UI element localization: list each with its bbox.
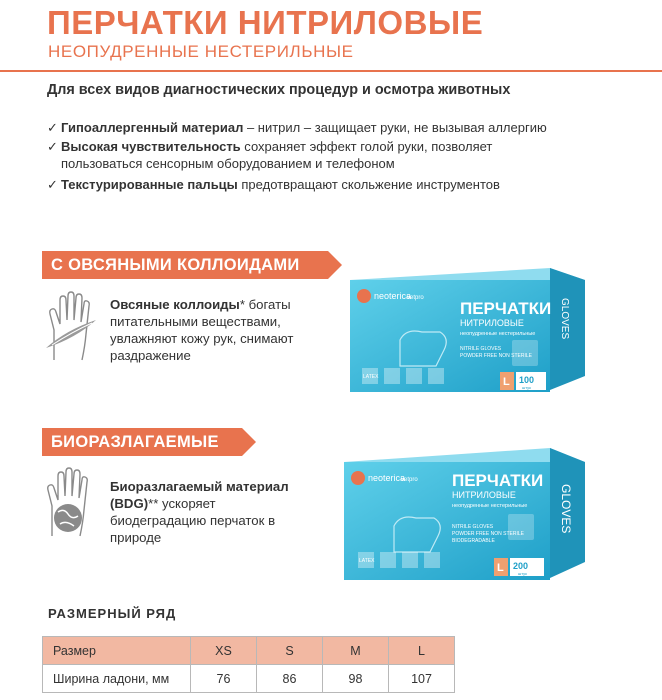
feature-bold: Гипоаллергенный материал (61, 120, 244, 135)
box-subtitle: НИТРИЛОВЫЕ (460, 318, 524, 328)
glove-globe-icon (40, 466, 102, 542)
table-cell: M (323, 637, 389, 665)
feature-text: – нитрил – защищает руки, не вызывая аллергию (243, 120, 547, 135)
feature-item (47, 120, 607, 137)
feature-text: сохраняет эффект голой руки, позволяет (240, 139, 493, 154)
table-cell: 86 (257, 665, 323, 693)
feature-text-continued: пользоваться сенсорным оборудованием и телефоном (61, 155, 395, 171)
bio-rest: ** ускоряет биодеградацию перчаток в природе (110, 496, 276, 545)
brand-sub-label: vetpro (401, 477, 418, 483)
brand-label: neoterica (374, 291, 412, 301)
oat-description (110, 296, 330, 364)
box-title: ПЕРЧАТКИ (452, 471, 544, 490)
checkmark-icon: ✓ (47, 139, 58, 154)
table-cell: Ширина ладони, мм (43, 665, 191, 693)
side-label: GLOVES (559, 484, 573, 534)
table-cell: L (389, 637, 455, 665)
count-unit: штук (522, 385, 531, 390)
table-cell: 98 (323, 665, 389, 693)
count-badge: 100 (519, 375, 535, 385)
oat-ribbon: С ОВСЯНЫМИ КОЛЛОИДАМИ (42, 251, 328, 279)
box-subtitle-small: неопудренные нестерильные (460, 331, 536, 337)
brand-sub-label: vetpro (407, 295, 424, 301)
count-badge: 200 (513, 561, 529, 571)
box-line-3: BIODEGRADABLE (452, 538, 495, 544)
table-cell: 76 (191, 665, 257, 693)
sizes-title: РАЗМЕРНЫЙ РЯД (48, 606, 177, 621)
box-title: ПЕРЧАТКИ (460, 299, 552, 318)
bio-product-box (340, 440, 590, 585)
oat-product-box (340, 258, 590, 398)
bio-description (110, 478, 310, 546)
feature-item (47, 139, 607, 172)
table-cell: 107 (389, 665, 455, 693)
feature-bold: Текстурированные пальцы (61, 177, 238, 192)
glove-leaf-icon (42, 290, 104, 366)
feature-item (47, 177, 607, 194)
box-line-2: POWDER FREE NON STERILE (460, 353, 532, 359)
size-badge: L (503, 376, 510, 388)
checkmark-icon: ✓ (47, 120, 58, 135)
count-unit: штук (518, 571, 527, 576)
latex-badge: LATEX (359, 558, 375, 564)
brand-label: neoterica (368, 473, 406, 483)
size-badge: L (497, 562, 504, 574)
feature-text: предотвращают скольжение инструментов (237, 177, 500, 192)
page-title: ПЕРЧАТКИ НИТРИЛОВЫЕ (47, 4, 484, 41)
table-cell: Размер (43, 637, 191, 665)
lead-text: Для всех видов диагностических процедур и осмотра животных (47, 82, 511, 98)
table-cell: XS (191, 637, 257, 665)
box-subtitle: НИТРИЛОВЫЕ (452, 490, 516, 500)
oat-rest: * богаты питательными веществами, увлажняют кожу рук, снимают раздражение (110, 297, 294, 363)
oat-bold: Овсяные коллоиды (110, 297, 240, 312)
box-line-1: NITRILE GLOVES (452, 524, 494, 530)
bio-bold: Биоразлагаемый материал (BDG) (110, 479, 289, 511)
box-line-1: NITRILE GLOVES (460, 346, 502, 352)
bio-ribbon: БИОРАЗЛАГАЕМЫЕ (42, 428, 242, 456)
latex-badge: LATEX (363, 374, 379, 380)
table-row (43, 665, 455, 693)
feature-bold: Высокая чувствительность (61, 139, 241, 154)
box-line-2: POWDER FREE NON STERILE (452, 531, 524, 537)
table-cell: S (257, 637, 323, 665)
checkmark-icon: ✓ (47, 177, 58, 192)
table-row (43, 637, 455, 665)
sizes-table (42, 636, 455, 693)
box-subtitle-small: неопудренные нестерильные (452, 503, 528, 509)
page-subtitle: НЕОПУДРЕННЫЕ НЕСТЕРИЛЬНЫЕ (48, 42, 354, 61)
side-label: GLOVES (559, 298, 570, 340)
header-divider (0, 70, 662, 72)
